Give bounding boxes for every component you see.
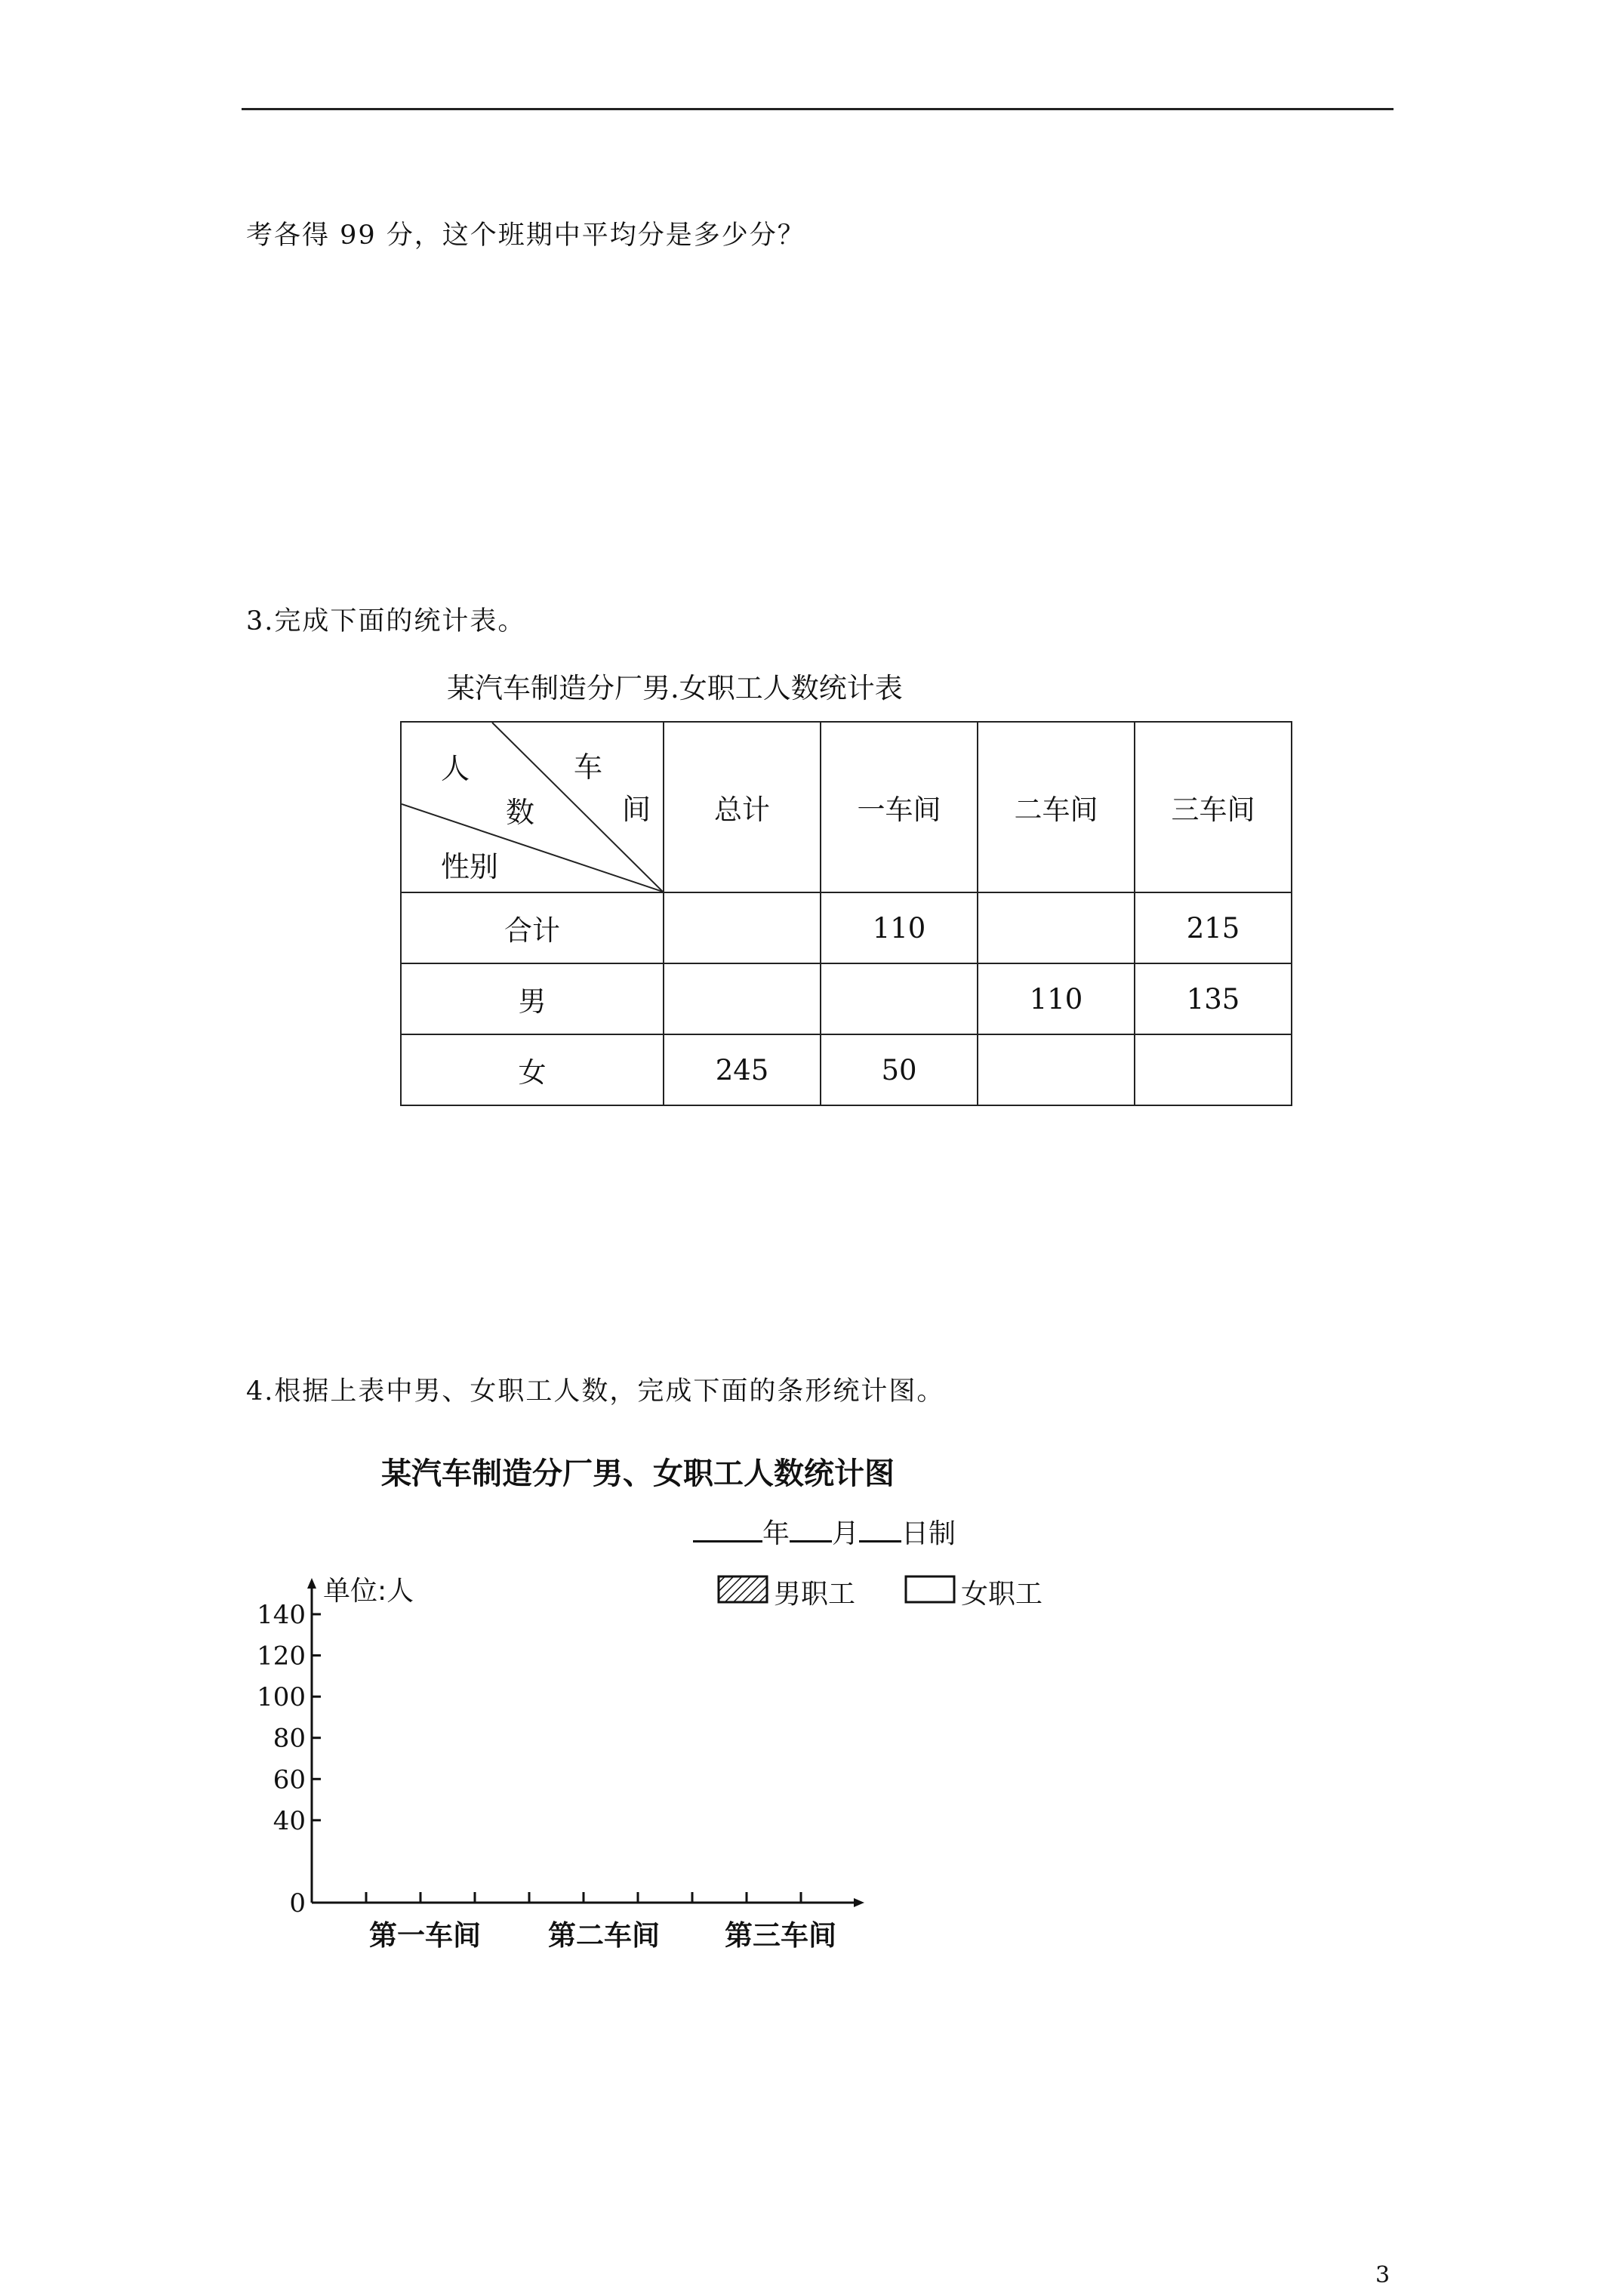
question-4-heading: 4.根据上表中男、女职工人数，完成下面的条形统计图。 <box>246 1376 945 1407</box>
corner-label-shu: 数 <box>506 796 535 829</box>
corner-label-che: 车 <box>574 750 603 784</box>
table-cell <box>664 892 821 963</box>
y-tick-label: 140 <box>257 1600 306 1630</box>
corner-label-jian: 间 <box>622 793 651 826</box>
y-tick-label: 80 <box>273 1723 306 1754</box>
column-header: 一车间 <box>821 722 978 892</box>
table-title: 某汽车制造分厂男.女职工人数统计表 <box>447 672 903 704</box>
unit-label: 单位:人 <box>323 1576 414 1607</box>
category-label: 第二车间 <box>548 1919 660 1952</box>
table-cell: 50 <box>821 1034 978 1105</box>
table-cell <box>978 1034 1135 1105</box>
chart-title: 某汽车制造分厂男、女职工人数统计图 <box>381 1456 895 1491</box>
category-label: 第三车间 <box>725 1919 836 1952</box>
category-label: 第一车间 <box>369 1919 481 1952</box>
chart-date-line <box>693 1512 956 1551</box>
page-number: 3 <box>1375 2262 1390 2288</box>
table-cell: 215 <box>1135 892 1292 963</box>
corner-label-xingbie: 性别 <box>441 850 499 883</box>
y-tick-label: 100 <box>257 1682 306 1713</box>
table-header-row <box>401 722 1292 892</box>
legend-female-swatch <box>904 1575 957 1605</box>
table-cell: 110 <box>978 963 1135 1034</box>
column-header: 二车间 <box>978 722 1135 892</box>
column-header: 总计 <box>664 722 821 892</box>
table-row-total <box>401 892 1292 963</box>
table-cell <box>821 963 978 1034</box>
y-tick-label: 40 <box>273 1805 306 1836</box>
month-blank <box>790 1518 832 1542</box>
table-row-female <box>401 1034 1292 1105</box>
table-cell <box>978 892 1135 963</box>
day-blank <box>859 1518 901 1542</box>
statistics-table <box>400 721 1292 1106</box>
year-blank <box>693 1518 762 1542</box>
table-row-male <box>401 963 1292 1034</box>
table-cell <box>664 963 821 1034</box>
question-3-heading: 3.完成下面的统计表。 <box>246 606 526 636</box>
x-axis-arrow <box>854 1898 864 1907</box>
y-tick-label: 60 <box>273 1764 306 1795</box>
continuation-text: 考各得 99 分，这个班期中平均分是多少分？ <box>246 220 805 251</box>
y-tick-label: 120 <box>257 1641 306 1672</box>
corner-cell <box>401 722 664 892</box>
day-label: 日制 <box>901 1518 956 1549</box>
row-label: 合计 <box>401 892 664 963</box>
year-label: 年 <box>762 1518 790 1549</box>
y-axis-arrow <box>307 1578 316 1589</box>
row-label: 男 <box>401 963 664 1034</box>
y-tick-label: 0 <box>289 1888 306 1918</box>
table-cell: 110 <box>821 892 978 963</box>
bar-chart <box>242 1563 876 1955</box>
header-rule <box>242 108 1394 110</box>
month-label: 月 <box>832 1518 860 1549</box>
legend-male-label: 男职工 <box>774 1579 856 1610</box>
corner-label-ren: 人 <box>441 752 470 785</box>
table-cell: 245 <box>664 1034 821 1105</box>
column-header: 三车间 <box>1135 722 1292 892</box>
table-cell: 135 <box>1135 963 1292 1034</box>
row-label: 女 <box>401 1034 664 1105</box>
legend-female-label: 女职工 <box>961 1579 1043 1610</box>
table-cell <box>1135 1034 1292 1105</box>
